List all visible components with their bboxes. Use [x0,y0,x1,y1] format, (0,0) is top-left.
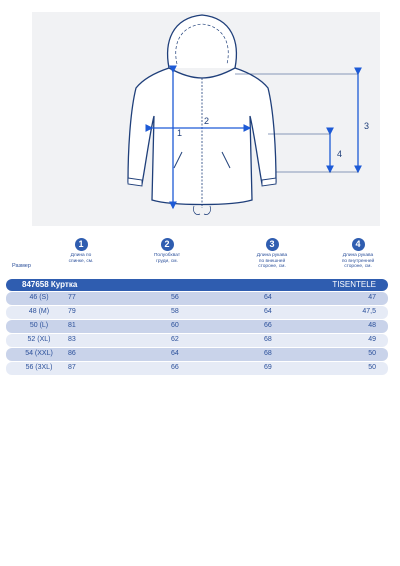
column-label-line: Длина по [70,253,92,258]
value-cell: 68 [264,350,272,357]
value-cell: 47,5 [362,308,376,315]
value-cell: 64 [171,350,179,357]
value-cell: 79 [68,308,76,315]
size-cell: 48 (M) [28,308,50,315]
table-column-headers [0,238,400,278]
column-label-line: груди, см. [156,258,178,264]
column-label-line: спинке, см. [68,258,94,264]
value-cell: 64 [264,308,272,315]
column-header-back-length [62,238,100,264]
column-label-line: по внешней [258,258,286,264]
size-cell: 46 (S) [29,294,49,301]
size-cell: 56 (3XL) [25,364,53,371]
value-cell: 56 [171,294,179,301]
column-header-half-chest [148,238,186,264]
column-number-badge: 4 [352,238,365,251]
value-cell: 68 [264,336,272,343]
table-row [6,320,388,333]
column-label-line: Длина рукава [256,253,288,258]
value-cell: 48 [368,322,376,329]
value-cell: 69 [264,364,272,371]
value-cell: 50 [368,350,376,357]
callout-3: 3 [364,121,370,131]
product-band [6,279,388,291]
product-code: 847658 Куртка [22,280,78,289]
jacket-measurement-diagram [32,12,380,226]
column-header-sleeve-inner [336,238,380,270]
column-number-badge: 3 [266,238,279,251]
size-cell: 54 (XXL) [25,350,53,357]
brand-name: TISENTELE [332,280,376,289]
table-row [6,348,388,361]
column-label-line: по внутренней [341,258,375,264]
value-cell: 49 [368,336,376,343]
value-cell: 47 [368,294,376,301]
column-header-sleeve-outer [252,238,292,270]
column-number-badge: 1 [75,238,88,251]
table-row [6,334,388,347]
value-cell: 50 [368,364,376,371]
callout-1: 1 [177,128,183,138]
column-number-badge: 2 [161,238,174,251]
value-cell: 87 [68,364,76,371]
value-cell: 77 [68,294,76,301]
table-row [6,306,388,319]
value-cell: 66 [264,322,272,329]
callout-2: 2 [204,116,210,126]
column-label-line: Полуобхват [153,253,181,258]
value-cell: 66 [171,364,179,371]
jacket-sketch [32,12,380,226]
value-cell: 62 [171,336,179,343]
table-row [6,362,388,375]
value-cell: 58 [171,308,179,315]
size-cell: 52 (XL) [27,336,51,343]
value-cell: 83 [68,336,76,343]
value-cell: 81 [68,322,76,329]
value-cell: 64 [264,294,272,301]
table-row [6,292,388,305]
value-cell: 60 [171,322,179,329]
size-column-header: Размер [12,263,31,269]
value-cell: 86 [68,350,76,357]
column-label-line: Длина рукава [342,253,374,258]
column-label-line: стороне, см. [258,264,286,270]
column-label-line: стороне, см. [344,264,372,270]
callout-4: 4 [337,149,343,159]
size-cell: 50 (L) [29,322,49,329]
